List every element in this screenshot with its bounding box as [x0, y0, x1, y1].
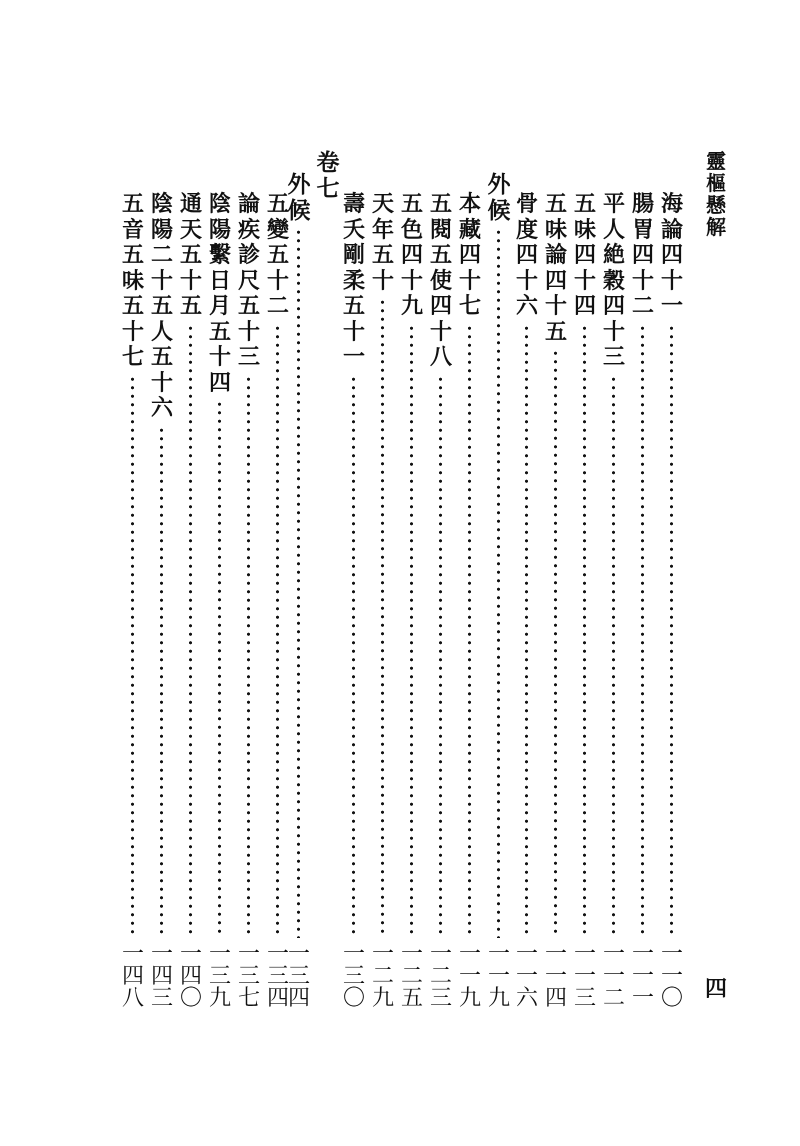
toc-title-char: 陽	[150, 216, 173, 243]
toc-title-char: 十	[237, 318, 260, 345]
toc-entry	[118, 0, 148, 1146]
toc-title-char: 年	[371, 216, 394, 243]
toc-title-char: 人	[602, 216, 625, 243]
toc-entry	[397, 0, 427, 1146]
toc-title-char: 陰	[150, 191, 173, 217]
toc-title-char: 四	[400, 242, 423, 268]
toc-title-char: 四	[660, 242, 683, 268]
toc-title-char: 十	[573, 267, 596, 294]
toc-title	[570, 192, 600, 320]
toc-title-char: 五	[121, 242, 144, 268]
toc-title-char: 五	[179, 293, 202, 319]
toc-title-char: 五	[429, 191, 452, 217]
toc-title-char: 五	[237, 293, 260, 319]
toc-page-number-char: 一	[121, 942, 144, 967]
toc-title-char: 味	[544, 216, 567, 243]
toc-page-number-char: 一	[458, 942, 481, 967]
toc-page-number-char: 一	[573, 964, 596, 989]
toc-title-char: 七	[458, 293, 481, 319]
toc-page-number	[205, 944, 235, 1010]
toc-title-char: 論	[544, 242, 567, 268]
toc-page-number-char: 一	[515, 964, 538, 989]
toc-title	[313, 150, 343, 202]
toc-title-char: 五	[429, 242, 452, 268]
dot-leader	[467, 324, 472, 939]
running-title	[704, 150, 728, 238]
toc-title-char: 八	[429, 344, 452, 370]
toc-title	[657, 192, 687, 320]
toc-title-char: 人	[150, 318, 173, 345]
dot-leader	[217, 400, 222, 938]
toc-page-number	[570, 944, 600, 1010]
toc-title-char: 候	[487, 197, 511, 224]
toc-title-char: 五	[400, 191, 423, 217]
toc-page-number-char: 四	[544, 986, 567, 1011]
page-number: 四	[704, 976, 727, 1002]
toc-page-number-char: 二	[602, 986, 625, 1011]
toc-title-char: 十	[150, 267, 173, 294]
toc-title-char: 五	[342, 293, 365, 319]
toc-page-number-char: 〇	[660, 986, 683, 1011]
toc-page-number-char: 一	[660, 942, 683, 967]
toc-title-char: 十	[150, 369, 173, 396]
toc-title	[176, 192, 206, 320]
toc-title-char: 四	[515, 242, 538, 268]
toc-entry	[339, 0, 369, 1146]
toc-title-char: 診	[237, 242, 260, 268]
toc-title-char: 通	[179, 191, 202, 217]
toc-title-char: 胃	[631, 216, 654, 243]
toc-page-number-char: 一	[487, 964, 510, 989]
toc-title-char: 四	[573, 293, 596, 319]
toc-title-char: 一	[660, 293, 683, 319]
toc-title-char: 陰	[208, 191, 231, 217]
toc-page-number-char: 一	[371, 942, 394, 967]
toc-page-number-char: 一	[208, 942, 231, 967]
toc-page-number-char: 一	[487, 942, 510, 967]
toc-entry	[234, 0, 264, 1146]
toc-title-char: 色	[400, 216, 423, 243]
toc-title-char: 平	[602, 191, 625, 217]
toc-title-char: 天	[371, 191, 394, 217]
toc-title-char: 十	[458, 267, 481, 294]
toc-title-char: 三	[602, 344, 625, 370]
toc-page-number	[368, 944, 398, 1010]
toc-page-number-char: 二	[371, 964, 394, 989]
toc-entry	[512, 0, 542, 1146]
toc-page-number-char: 一	[631, 986, 654, 1011]
toc-page-number-char: 一	[458, 964, 481, 989]
toc-title-char: 味	[121, 267, 144, 294]
toc-title	[147, 192, 177, 422]
toc-title-char: 十	[208, 344, 231, 370]
toc-page-number-char: 四	[266, 986, 289, 1011]
toc-title	[368, 192, 398, 294]
toc-page-number	[599, 944, 629, 1010]
dot-leader	[246, 375, 251, 939]
toc-title-char: 天	[179, 216, 202, 243]
toc-page-number	[176, 944, 206, 1010]
toc-page-number-char: 〇	[342, 986, 365, 1011]
toc-title-char: 三	[237, 344, 260, 370]
toc-page-number-char: 一	[544, 942, 567, 967]
toc-page-number-char: 五	[400, 986, 423, 1011]
toc-title-char: 五	[121, 191, 144, 217]
toc-page-number	[147, 944, 177, 1010]
dot-leader	[640, 324, 645, 939]
dot-leader	[496, 228, 501, 938]
toc-title	[599, 192, 629, 371]
toc-entry	[657, 0, 687, 1146]
toc-page-number	[397, 944, 427, 1010]
toc-title	[205, 192, 235, 396]
toc-title	[263, 192, 293, 320]
toc-title-char: 絶	[602, 242, 625, 268]
toc-title-char: 五	[544, 191, 567, 217]
toc-entry	[599, 0, 629, 1146]
toc-page-number	[657, 944, 687, 1010]
toc-title-char: 骨	[515, 191, 538, 217]
toc-title-char: 藏	[458, 216, 481, 243]
toc-title-char: 尺	[237, 267, 260, 294]
toc-title	[426, 192, 456, 371]
dot-leader	[669, 324, 674, 939]
dot-leader	[409, 324, 414, 939]
toc-title-char: 十	[660, 267, 683, 294]
toc-page-number-char: 一	[287, 942, 310, 967]
toc-page-number-char: 一	[631, 942, 654, 967]
toc-page-number	[541, 944, 571, 1010]
toc-section-heading	[484, 0, 514, 1146]
toc-title-char: 變	[266, 216, 289, 243]
toc-title-char: 十	[602, 318, 625, 345]
toc-title-char: 五	[371, 242, 394, 268]
toc-page-number-char: 四	[179, 964, 202, 989]
toc-title	[234, 192, 264, 371]
toc-page-number-char: 四	[121, 964, 144, 989]
toc-page-number-char: 七	[237, 986, 260, 1011]
toc-page-number-char: 九	[208, 986, 231, 1011]
toc-page-number-char: 一	[573, 942, 596, 967]
toc-title-char: 五	[150, 293, 173, 319]
toc-page-number-char: 二	[429, 964, 452, 989]
toc-title-char: 十	[121, 318, 144, 345]
toc-title-char: 味	[573, 216, 596, 243]
toc-title	[484, 172, 514, 224]
toc-entry	[628, 0, 658, 1146]
toc-page-number-char: 一	[544, 964, 567, 989]
toc-title	[512, 192, 542, 320]
toc-title	[118, 192, 148, 371]
toc-title-char: 四	[602, 293, 625, 319]
toc-page-number-char: 一	[429, 942, 452, 967]
toc-title-char: 十	[342, 318, 365, 345]
toc-page-number	[339, 944, 369, 1010]
toc-page-number-char: 六	[515, 986, 538, 1011]
toc-volume-heading	[313, 0, 343, 1146]
toc-title-char: 海	[660, 191, 683, 217]
toc-page-number-char: 九	[458, 986, 481, 1011]
dot-leader	[582, 324, 587, 939]
toc-entry	[455, 0, 485, 1146]
toc-page-number-char: 四	[150, 964, 173, 989]
toc-entry	[368, 0, 398, 1146]
toc-page-number-char: 〇	[179, 986, 202, 1011]
toc-page-number-char: 一	[237, 942, 260, 967]
toc-page-number-char: 三	[266, 964, 289, 989]
dot-leader	[380, 298, 385, 938]
toc-title-char: 十	[544, 293, 567, 319]
toc-page-number-char: 四	[287, 986, 310, 1011]
toc-title-char: 五	[121, 293, 144, 319]
toc-title-char: 四	[573, 242, 596, 268]
toc-page-number	[484, 944, 514, 1010]
toc-title-char: 五	[544, 318, 567, 345]
toc-page-number-char: 三	[342, 964, 365, 989]
toc-title-char: 二	[266, 293, 289, 319]
toc-title-char: 卷	[316, 149, 340, 176]
toc-title-char: 剛	[342, 242, 365, 268]
toc-title	[628, 192, 658, 320]
toc-page-number-char: 三	[237, 964, 260, 989]
toc-title-char: 六	[150, 395, 173, 421]
toc-title-char: 五	[266, 191, 289, 217]
toc-title-char: 五	[179, 242, 202, 268]
toc-title-char: 閱	[429, 216, 452, 243]
toc-page-number	[118, 944, 148, 1010]
toc-title-char: 本	[458, 191, 481, 217]
toc-title-char: 四	[631, 242, 654, 268]
toc-page-number-char: 一	[515, 942, 538, 967]
toc-title-char: 外	[487, 171, 511, 198]
running-title-char: 靈	[706, 149, 726, 173]
toc-page-number	[263, 944, 293, 1010]
toc-entry	[263, 0, 293, 1146]
toc-title-char: 十	[179, 267, 202, 294]
toc-page-number-char: 三	[287, 964, 310, 989]
toc-page-number	[234, 944, 264, 1010]
running-title-char: 解	[706, 215, 726, 239]
toc-title	[541, 192, 571, 345]
toc-page-number-char: 一	[400, 942, 423, 967]
toc-title	[455, 192, 485, 320]
toc-title-char: 四	[208, 369, 231, 396]
toc-page-number-char: 八	[121, 986, 144, 1011]
toc-page-number	[426, 944, 456, 1010]
toc-title-char: 陽	[208, 216, 231, 243]
dot-leader	[130, 375, 135, 939]
toc-page-number-char: 九	[487, 986, 510, 1011]
toc-title-char: 繫	[208, 242, 231, 268]
toc-title-char: 疾	[237, 216, 260, 243]
toc-title-char: 二	[631, 293, 654, 319]
toc-title-char: 月	[208, 293, 231, 319]
toc-title	[397, 192, 427, 320]
toc-entry	[426, 0, 456, 1146]
toc-page-number-char: 三	[208, 964, 231, 989]
toc-entry	[205, 0, 235, 1146]
toc-title-char: 論	[660, 216, 683, 243]
toc-title-char: 穀	[602, 267, 625, 294]
toc-title-char: 使	[429, 267, 452, 294]
toc-title-char: 五	[266, 242, 289, 268]
toc-entry	[147, 0, 177, 1146]
toc-title-char: 二	[150, 242, 173, 268]
dot-leader	[275, 324, 280, 939]
toc-title-char: 十	[371, 267, 394, 294]
toc-title-char: 十	[515, 267, 538, 294]
toc-page-number-char: 一	[266, 942, 289, 967]
toc-title-char: 七	[121, 344, 144, 370]
toc-entry	[176, 0, 206, 1146]
toc-title-char: 一	[342, 344, 365, 370]
toc-title	[339, 192, 369, 371]
toc-title-char: 音	[121, 216, 144, 243]
toc-page-number-char: 三	[150, 986, 173, 1011]
running-title-char: 懸	[706, 193, 726, 217]
toc-title-char: 論	[237, 191, 260, 217]
toc-title-char: 四	[544, 267, 567, 294]
dot-leader	[351, 375, 356, 939]
toc-title-char: 柔	[342, 267, 365, 294]
toc-title-char: 度	[515, 216, 538, 243]
toc-title-char: 五	[150, 344, 173, 370]
toc-title-char: 壽	[342, 191, 365, 217]
dot-leader	[553, 349, 558, 938]
dot-leader	[296, 228, 301, 938]
dot-leader	[159, 426, 164, 939]
toc-page-number-char: 一	[602, 964, 625, 989]
toc-title-char: 十	[266, 267, 289, 294]
toc-title-char: 九	[400, 293, 423, 319]
toc-title-char: 腸	[631, 191, 654, 217]
toc-title-char: 夭	[342, 216, 365, 243]
toc-title-char: 十	[429, 318, 452, 345]
toc-title-char: 五	[208, 318, 231, 345]
toc-title-char: 外	[287, 171, 311, 198]
toc-title-char: 四	[429, 293, 452, 319]
toc-title-char: 五	[573, 191, 596, 217]
toc-page-number-char: 三	[573, 986, 596, 1011]
toc-page-number-char: 一	[660, 964, 683, 989]
toc-title-char: 候	[287, 197, 311, 224]
toc-title-char: 六	[515, 293, 538, 319]
toc-page-number	[628, 944, 658, 1010]
toc-page-number	[512, 944, 542, 1010]
toc-title-char: 四	[458, 242, 481, 268]
toc-page-number-char: 一	[179, 942, 202, 967]
toc-title-char: 七	[316, 175, 340, 202]
toc-page-number-char: 一	[631, 964, 654, 989]
toc-title-char: 十	[631, 267, 654, 294]
toc-page-number	[455, 944, 485, 1010]
toc-page-number-char: 一	[342, 942, 365, 967]
dot-leader	[524, 324, 529, 939]
toc-page-number-char: 二	[400, 964, 423, 989]
dot-leader	[611, 375, 616, 939]
toc-page-number-char: 一	[150, 942, 173, 967]
toc-title-char: 十	[400, 267, 423, 294]
toc-page-number-char: 一	[602, 942, 625, 967]
toc-entry	[541, 0, 571, 1146]
toc-entry	[570, 0, 600, 1146]
running-title-char: 樞	[706, 171, 726, 195]
toc-page-number-char: 三	[429, 986, 452, 1011]
toc-title-char: 日	[208, 267, 231, 294]
dot-leader	[438, 375, 443, 939]
toc-page-number-char: 九	[371, 986, 394, 1011]
dot-leader	[188, 324, 193, 939]
